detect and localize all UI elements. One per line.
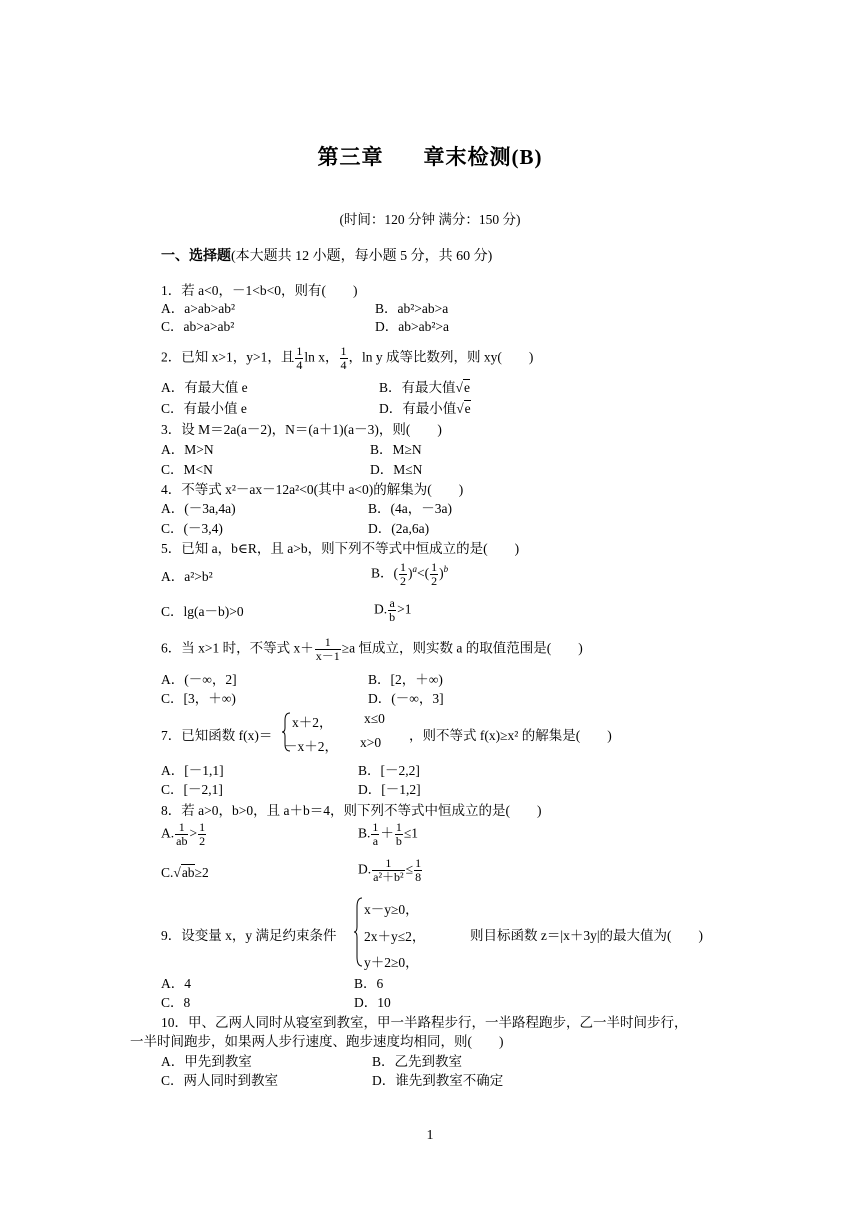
q7-case-2-cond: x>0: [360, 735, 382, 750]
question-1: 1．若 a<0，－1<b<0，则有( ): [161, 283, 358, 298]
q1-option-d: D．ab>ab²>a: [375, 319, 449, 334]
question-2: 2．已知 x>1，y>1，且 $\frac{1}{4}$ ln x， $\frac{1}{4}$ ，ln y 成等比数列，则 xy( ): [161, 344, 534, 372]
q9-option-d: D．10: [354, 995, 391, 1010]
question-10-line-2: 一半时间跑步，如果两人步行速度、跑步速度均相同，则( ): [130, 1034, 504, 1049]
q2-option-a: A．有最大值 e: [161, 380, 248, 395]
q6-option-c: C．[3，＋∞): [161, 691, 236, 706]
q7-option-d: D．[－1,2]: [358, 782, 421, 797]
q5-option-a: A．a²>b²: [161, 569, 213, 584]
q7-case-2-expr: －x＋2，: [284, 739, 338, 754]
question-6: 6．当 x>1 时，不等式 x＋ $\frac{1}{x-1}$ ≥a 恒成立，则实数 a 的取值范围是( ): [161, 635, 583, 663]
q4-option-b: B．(4a，－3a): [368, 501, 452, 516]
q7-case-1-expr: x＋2，: [292, 715, 333, 730]
question-7-tail: ，则不等式 f(x)≥x² 的解集是( ): [409, 728, 612, 743]
question-8: 8．若 a>0，b>0，且 a＋b＝4，则下列不等式中恒成立的是( ): [161, 803, 542, 818]
question-3: 3．设 M＝2a(a－2)，N＝(a＋1)(a－3)，则( ): [161, 422, 442, 437]
test-name: 章末检测(B): [423, 145, 543, 169]
q10-option-d: D．谁先到教室不确定: [372, 1073, 504, 1088]
q9-constraint-3: y＋2≥0，: [364, 955, 419, 970]
q3-option-c: C．M<N: [161, 462, 213, 477]
question-9-stem: 9．设变量 x，y 满足约束条件: [161, 928, 337, 943]
q8-option-c: C.√ab≥2: [161, 865, 209, 880]
question-7-stem: 7．已知函数 f(x)＝: [161, 728, 273, 743]
q10-option-a: A．甲先到教室: [161, 1054, 252, 1069]
q9-constraint-1: x－y≥0，: [364, 902, 419, 917]
chapter-label: 第三章: [317, 145, 384, 169]
q2-option-b: B．有最大值√e: [379, 380, 470, 395]
page-number: 1: [426, 1128, 434, 1143]
q1-option-b: B．ab²>ab>a: [375, 301, 449, 316]
q9-brace-icon: [354, 897, 364, 967]
q9-option-b: B．6: [354, 976, 384, 991]
q2-option-c: C．有最小值 e: [161, 401, 247, 416]
q7-option-c: C．[－2,1]: [161, 782, 223, 797]
q8-option-a: A. $\frac{1}{ab}$ > $\frac{1}{2}$: [161, 820, 206, 848]
q3-option-a: A．M>N: [161, 442, 214, 457]
q7-option-a: A．[－1,1]: [161, 763, 224, 778]
q5-option-d: D. $\frac{a}{b}$ >1: [374, 596, 412, 624]
q1-option-a: A．a>ab>ab²: [161, 301, 235, 316]
q7-option-b: B．[－2,2]: [358, 763, 420, 778]
q3-option-b: B．M≥N: [370, 442, 422, 457]
page-title: [0, 141, 860, 171]
question-9-tail: 则目标函数 z＝|x＋3y|的最大值为( ): [470, 928, 704, 943]
q6-option-b: B．[2，＋∞): [368, 672, 443, 687]
q5-option-b: B．( $\frac{1}{2}$ )$^a$<( $\frac{1}{2}$ )$^b$: [371, 559, 449, 588]
q8-option-b: B. $\frac{1}{a}$ ＋ $\frac{1}{b}$ ≤1: [358, 820, 419, 848]
q9-option-c: C．8: [161, 995, 191, 1010]
q4-option-a: A．(－3a,4a): [161, 501, 236, 516]
q1-option-c: C．ab>a>ab²: [161, 319, 235, 334]
q10-option-c: C．两人同时到教室: [161, 1073, 279, 1088]
q3-option-d: D．M≤N: [370, 462, 423, 477]
q10-option-b: B．乙先到教室: [372, 1054, 463, 1069]
question-10-line-1: 10．甲、乙两人同时从寝室到教室，甲一半路程步行，一半路程跑步，乙一半时间步行，: [161, 1015, 688, 1030]
q6-option-a: A．(－∞，2]: [161, 672, 237, 687]
q6-option-d: D．(－∞，3]: [368, 691, 444, 706]
question-4: 4．不等式 x²－ax－12a²<0(其中 a<0)的解集为( ): [161, 482, 464, 497]
exam-meta: (时间：120 分钟 满分：150 分): [339, 212, 521, 227]
q9-constraint-2: 2x＋y≤2，: [364, 929, 426, 944]
q4-option-c: C．(－3,4): [161, 521, 223, 536]
q5-option-c: C．lg(a－b)>0: [161, 604, 244, 619]
q2-option-d: D．有最小值√e: [379, 401, 471, 416]
q4-option-d: D．(2a,6a): [368, 521, 430, 536]
q8-option-d: D. $\frac{1}{\text{a²＋b²}}$ ≤ $\frac{1}{8}$: [358, 856, 422, 884]
q9-option-a: A．4: [161, 976, 191, 991]
q7-case-1-cond: x≤0: [364, 711, 385, 726]
section-heading: 一、选择题(本大题共 12 小题，每小题 5 分，共 60 分): [161, 249, 493, 264]
question-5: 5．已知 a，b∈R，且 a>b，则下列不等式中恒成立的是( ): [161, 541, 520, 556]
